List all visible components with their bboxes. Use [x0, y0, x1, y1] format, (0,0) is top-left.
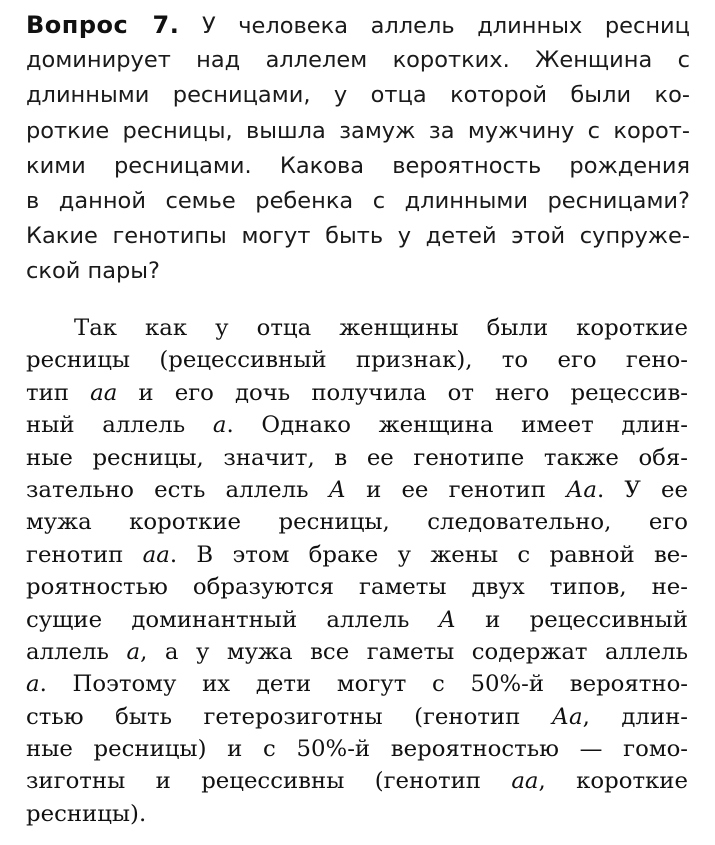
answer-line	[26, 798, 688, 830]
answer-line	[26, 604, 688, 636]
answer-line	[26, 442, 688, 474]
question-line	[26, 8, 690, 43]
answer-text: и ее генотип	[345, 476, 567, 503]
question-text: У человека аллель длинных ресниц	[201, 13, 690, 39]
answer-text: , длин-	[582, 703, 688, 730]
genotype-symbol: Аа	[566, 476, 597, 503]
answer-text: . Однако женщина имеет длин-	[226, 412, 688, 439]
genotype-symbol: А	[438, 606, 456, 633]
answer-text: ные ресницы) и с 50%-й вероятностью — гомо-	[26, 736, 688, 763]
answer-line	[26, 668, 688, 700]
answer-line	[26, 701, 688, 733]
answer-text: стью быть гетерозиготны (генотип	[26, 703, 552, 730]
answer-text: мужа короткие ресницы, следовательно, его	[26, 509, 688, 536]
answer-text: Так как у отца женщины были короткие	[74, 315, 688, 341]
answer-text: , а у мужа все гаметы содержат аллель	[140, 638, 688, 665]
answer-text: . У ее	[596, 476, 688, 503]
genotype-symbol: а	[126, 638, 141, 665]
answer-text: тип	[26, 379, 91, 406]
question-label: Вопрос 7.	[26, 11, 180, 39]
answer-text: зательно есть аллель	[26, 476, 329, 503]
genotype-symbol: аа	[90, 379, 118, 406]
genotype-symbol: а	[212, 412, 227, 439]
answer-text: аллель	[26, 638, 127, 665]
genotype-symbol: Аа	[551, 703, 583, 730]
answer-text: . Поэтому их дети могут с 50%-й вероятно-	[39, 671, 688, 698]
question-line: длинными ресницами, у отца которой были ко-	[26, 82, 690, 109]
answer-line	[26, 312, 688, 344]
genotype-symbol: аа	[511, 768, 539, 795]
genotype-symbol: аа	[142, 541, 170, 568]
answer-line	[26, 506, 688, 538]
answer-text: и его дочь получила от него рецессив-	[117, 379, 688, 406]
answer-text: и рецессивный	[455, 606, 688, 633]
answer-line	[26, 539, 688, 571]
answer-line	[26, 409, 688, 441]
question-line: Какие генотипы могут быть у детей этой супруже-	[26, 223, 690, 250]
answer-line	[26, 377, 688, 409]
answer-text: сущие доминантный аллель	[26, 606, 439, 633]
answer-line	[26, 344, 688, 376]
answer-line	[26, 636, 688, 668]
answer-text: роятностью образуются гаметы двух типов, не-	[26, 574, 688, 601]
question-line: доминирует над аллелем коротких. Женщина с	[26, 47, 690, 74]
answer-block	[26, 312, 688, 830]
answer-text: , короткие	[538, 768, 688, 795]
question-line: роткие ресницы, вышла замуж за мужчину с корот-	[26, 117, 690, 144]
question-line: кими ресницами. Какова вероятность рождения	[26, 152, 690, 179]
answer-text: ные ресницы, значит, в ее генотипе также обя-	[26, 444, 688, 471]
answer-line	[26, 571, 688, 603]
question-line: ской пары?	[26, 258, 160, 285]
answer-text: ный аллель	[26, 412, 213, 439]
answer-text: . В этом браке у жены с равной ве-	[169, 541, 688, 568]
genotype-symbol: а	[26, 671, 40, 698]
answer-line	[26, 765, 688, 797]
genotype-symbol: А	[328, 476, 346, 503]
answer-line	[26, 733, 688, 765]
answer-text: генотип	[26, 541, 143, 568]
answer-text: ресницы).	[26, 800, 147, 827]
answer-text: ресницы (рецессивный признак), то его гено-	[26, 347, 688, 374]
question-block	[26, 8, 690, 290]
answer-text: зиготны и рецессивны (генотип	[26, 768, 512, 795]
question-line: в данной семье ребенка с длинными ресницами?	[26, 187, 690, 214]
answer-line	[26, 474, 688, 506]
